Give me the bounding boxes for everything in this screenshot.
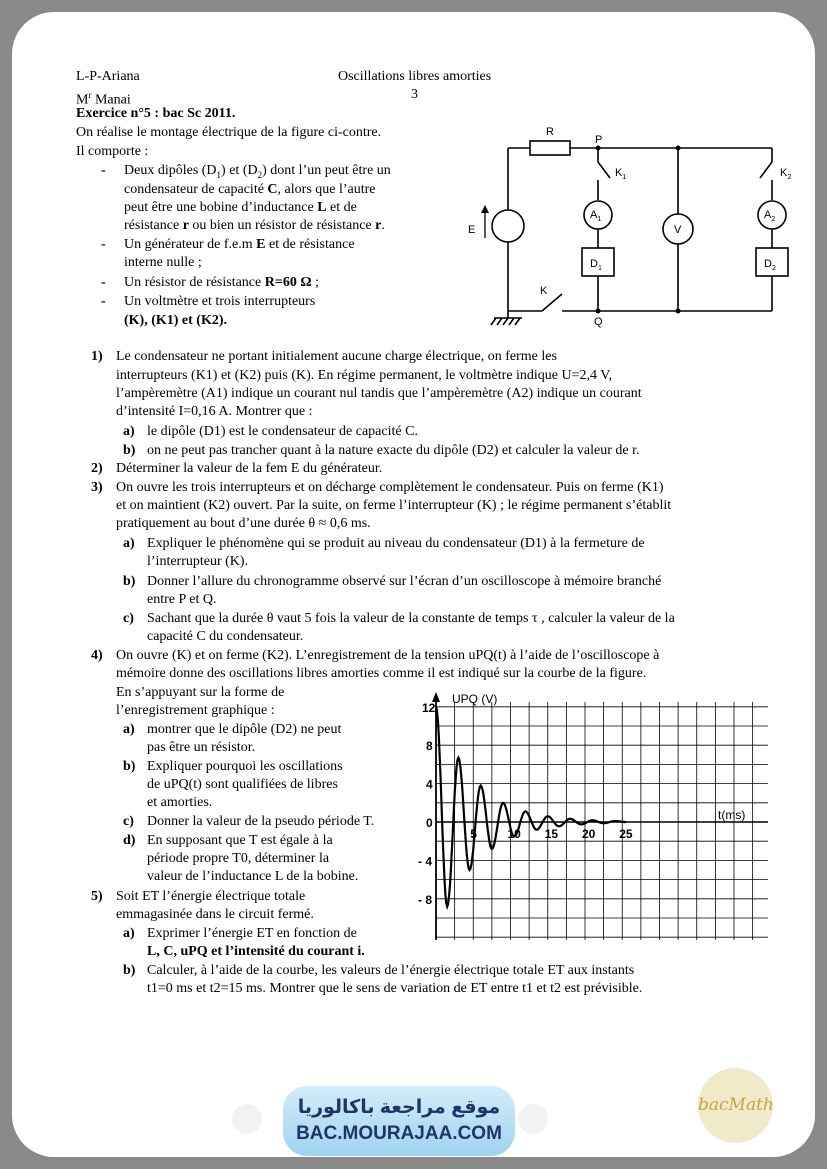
doc-title: Oscillations libres amorties bbox=[338, 69, 492, 84]
oscillation-chart bbox=[400, 684, 780, 944]
label-E: E bbox=[468, 224, 476, 236]
exercise-title: Exercice n°5 : bac Sc 2011. bbox=[76, 106, 236, 121]
sub-question-text: Donner la valeur de la pseudo période T. bbox=[147, 814, 375, 829]
series-line-upq bbox=[436, 707, 626, 907]
sub-question-text: capacité C du condensateur. bbox=[147, 629, 304, 644]
bacmath-logo: bacMath bbox=[698, 1068, 773, 1143]
y-tick-label: - 8 bbox=[418, 892, 433, 907]
sub-question-text: le dipôle (D1) est le condensateur de capacité C. bbox=[147, 424, 418, 439]
sub-question-label: c) bbox=[123, 814, 134, 829]
sub-question-text: montrer que le dipôle (D2) ne peut bbox=[147, 722, 342, 737]
sub-question-text: période propre T0, déterminer la bbox=[147, 851, 330, 866]
sub-question-text: Expliquer le phénomène qui se produit au niveau du condensateur (D1) à la fermeture de bbox=[147, 536, 645, 551]
sub-question-text: l’interrupteur (K). bbox=[147, 554, 249, 569]
circuit-diagram bbox=[468, 118, 795, 333]
left-small-logo bbox=[232, 1104, 262, 1134]
question-number: 3) bbox=[91, 480, 103, 495]
page-number: 3 bbox=[411, 87, 418, 102]
question-text: mémoire donne des oscillations libres amorties comme il est indiqué sur la courbe de la figure. bbox=[116, 666, 647, 681]
sub-question-text: valeur de l’inductance L de la bobine. bbox=[147, 869, 359, 884]
teacher-name: $M^r$ Manai bbox=[76, 90, 131, 108]
bullet-text: Deux dipôles $(D_1)$ et $(D_2)$ dont l’un peut être un bbox=[124, 163, 391, 180]
bullet-text: Un générateur de f.e.m E et de résistance bbox=[124, 237, 355, 252]
question-text: emmagasinée dans le circuit fermé. bbox=[116, 907, 314, 922]
intro-line: On réalise le montage électrique de la figure ci-contre. bbox=[76, 125, 382, 140]
label-Q: Q bbox=[594, 316, 603, 328]
banner-latin: BAC.MOURAJAA.COM bbox=[296, 1123, 502, 1144]
dipole-D2: $D_2$ bbox=[764, 258, 776, 272]
bullet: - bbox=[101, 275, 106, 290]
school-name: L-P-Ariana bbox=[76, 69, 140, 84]
dipole-D1: $D_1$ bbox=[590, 258, 602, 272]
bullet-text: résistance r ou bien un résistor de résistance r. bbox=[124, 218, 385, 233]
question-text: Déterminer la valeur de la fem E du générateur. bbox=[116, 461, 383, 476]
sub-question-label: a) bbox=[123, 722, 135, 737]
bullet: - bbox=[101, 294, 106, 309]
question-text: pratiquement au bout d’une durée θ ≈ 0,6 ms. bbox=[116, 516, 371, 531]
sub-question-text: Donner l’allure du chronogramme observé sur l’écran d’un oscilloscope à mémoire branché bbox=[147, 574, 662, 589]
label-K1: $K_1$ bbox=[615, 167, 627, 181]
sub-question-label: b) bbox=[123, 574, 136, 589]
sub-question-text: pas être un résistor. bbox=[147, 740, 256, 755]
label-K2: $K_2$ bbox=[780, 167, 792, 181]
sub-question-text: entre P et Q. bbox=[147, 592, 217, 607]
sub-question-text: En supposant que T est égale à la bbox=[147, 833, 333, 848]
x-tick-label: 25 bbox=[619, 827, 633, 841]
sub-question-text: Calculer, à l’aide de la courbe, les valeurs de l’énergie électrique totale ET aux instants bbox=[147, 963, 635, 978]
question-text: On ouvre (K) et on ferme (K2). L’enregistrement de la tension uPQ(t) à l’aide de l’oscilloscope à bbox=[116, 648, 660, 663]
question-text: On ouvre les trois interrupteurs et on décharge complètement le condensateur. Puis on ferme (K1) bbox=[116, 480, 664, 495]
sub-question-text: t1=0 ms et t2=15 ms. Montrer que le sens de variation de ET entre t1 et t2 est prévisible. bbox=[147, 981, 643, 996]
question-number: 2) bbox=[91, 461, 103, 476]
bullet: - bbox=[101, 163, 106, 178]
question-text: l’enregistrement graphique : bbox=[116, 703, 275, 718]
sub-question-text: on ne peut pas trancher quant à la nature exacte du dipôle (D2) et calculer la valeur de r. bbox=[147, 443, 640, 458]
sub-question-label: a) bbox=[123, 926, 135, 941]
sub-question-text: Expliquer pourquoi les oscillations bbox=[147, 759, 343, 774]
sub-question-label: b) bbox=[123, 963, 136, 978]
question-number: 1) bbox=[91, 349, 103, 364]
sub-question-label: c) bbox=[123, 611, 134, 626]
x-tick-label: 10 bbox=[507, 827, 521, 841]
x-tick-label: 20 bbox=[582, 827, 596, 841]
bullet-text: interne nulle ; bbox=[124, 255, 202, 270]
sub-question-text: et amorties. bbox=[147, 795, 213, 810]
question-text: Soit ET l’énergie électrique totale bbox=[116, 889, 306, 904]
bullet-text: Un voltmètre et trois interrupteurs bbox=[124, 294, 316, 309]
label-R: R bbox=[546, 126, 554, 138]
y-tick-label: - 4 bbox=[418, 854, 433, 869]
sub-question-text: de uPQ(t) sont qualifiées de libres bbox=[147, 777, 338, 792]
y-tick-label: 12 bbox=[422, 700, 436, 715]
x-tick-label: 5 bbox=[470, 827, 477, 841]
y-tick-label: 4 bbox=[426, 777, 433, 792]
sub-question-label: b) bbox=[123, 443, 136, 458]
question-number: 5) bbox=[91, 889, 103, 904]
right-small-logo bbox=[518, 1104, 548, 1134]
ammeter-A2: $A_2$ bbox=[764, 209, 776, 223]
sub-question-text: Sachant que la durée θ vaut 5 fois la valeur de la constante de temps τ , calculer la valeur de la bbox=[147, 611, 675, 626]
question-text: d’intensité I=0,16 A. Montrer que : bbox=[116, 404, 313, 419]
question-text: interrupteurs (K1) et (K2) puis (K). En régime permanent, le voltmètre indique U=2,4 V, bbox=[116, 368, 613, 383]
question-text: l’ampèremètre (A1) indique un courant nul tandis que l’ampèremètre (A2) indique un courant bbox=[116, 386, 642, 401]
question-text: Le condensateur ne portant initialement aucune charge électrique, on ferme les bbox=[116, 349, 557, 364]
question-number: 4) bbox=[91, 648, 103, 663]
banner-arabic: موقع مراجعة باكالوريا bbox=[297, 1097, 501, 1118]
bullet-text: condensateur de capacité C, alors que l’autre bbox=[124, 182, 376, 197]
question-text: En s’appuyant sur la forme de bbox=[116, 685, 285, 700]
site-banner[interactable] bbox=[283, 1086, 515, 1156]
y-tick-label: 0 bbox=[426, 816, 433, 830]
label-K: K bbox=[540, 285, 548, 297]
bullet-text: Un résistor de résistance R=60 Ω ; bbox=[124, 275, 319, 290]
bullet-text: (K), (K1) et (K2). bbox=[124, 313, 228, 328]
bullet-text: peut être une bobine d’inductance L et de bbox=[124, 200, 357, 215]
sub-question-label: a) bbox=[123, 536, 135, 551]
x-axis-label: t(ms) bbox=[718, 808, 746, 822]
y-axis-label: UPQ (V) bbox=[452, 692, 498, 706]
sub-question-text: Exprimer l’énergie ET en fonction de bbox=[147, 926, 357, 941]
sub-question-label: a) bbox=[123, 424, 135, 439]
sub-question-text: L, C, uPQ et l’intensité du courant i. bbox=[147, 944, 365, 959]
sub-question-label: b) bbox=[123, 759, 136, 774]
ammeter-A1: $A_1$ bbox=[590, 209, 602, 223]
x-tick-label: 15 bbox=[544, 827, 559, 841]
sub-question-label: d) bbox=[123, 833, 136, 848]
label-P: P bbox=[595, 134, 603, 146]
intro-line: Il comporte : bbox=[76, 144, 149, 159]
y-tick-label: 8 bbox=[426, 739, 433, 754]
question-text: et on maintient (K2) ouvert. Par la suite, on ferme l’interrupteur (K) ; le régime permanent s’établit bbox=[116, 498, 672, 513]
bullet: - bbox=[101, 237, 106, 252]
voltmeter-V: V bbox=[674, 224, 682, 236]
